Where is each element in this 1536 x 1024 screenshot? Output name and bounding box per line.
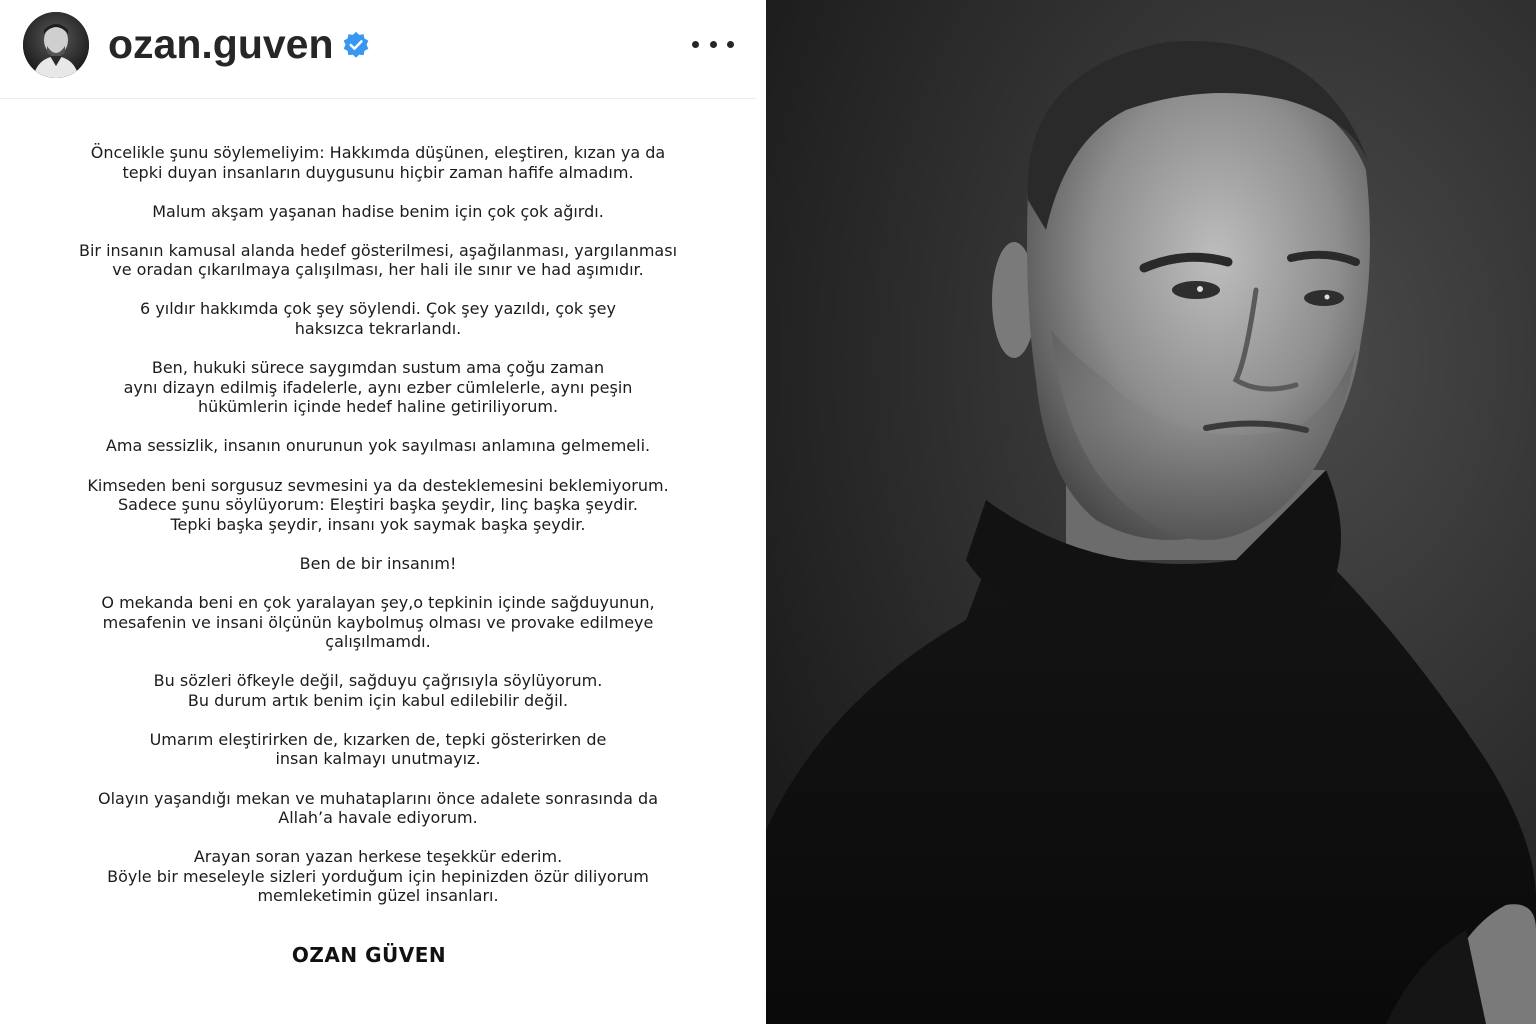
signature: OZAN GÜVEN <box>291 943 447 967</box>
statement-paragraph: Ben, hukuki sürece saygımdan sustum ama çoğu zaman aynı dizayn edilmiş ifadelerle, aynı ezber cümlelerle, aynı peşin hükümlerin içinde hedef haline getiriliyorum. <box>123 358 633 417</box>
statement-paragraph: O mekanda beni en çok yaralayan şey,o tepkinin içinde sağduyunun, mesafenin ve insani ölçünün kaybolmuş olması ve provake edilmeye çalışılmamdı. <box>101 592 655 652</box>
avatar-image <box>23 12 89 78</box>
post-header <box>0 0 756 99</box>
statement-paragraph: Öncelikle şunu söylemeliyim: Hakkımda düşünen, eleştiren, kızan ya da tepki duyan insanların duygusunu hiçbir zaman hafife almadım. <box>90 143 666 182</box>
verified-badge-icon <box>342 31 370 59</box>
portrait-photo <box>766 0 1536 1024</box>
statement-paragraph: 6 yıldır hakkımda çok şey söylendi. Çok şey yazıldı, çok şey haksızca tekrarlandı. <box>140 299 616 339</box>
statement-paragraph: Ama sessizlik, insanın onurunun yok sayılması anlamına gelmemeli. <box>105 436 651 456</box>
statement-paragraph: Bu sözleri öfkeyle değil, sağduyu çağrısıyla söylüyorum. Bu durum artık benim için kabul edilebilir değil. <box>153 671 603 710</box>
username[interactable]: ozan.guven <box>108 21 334 67</box>
more-dot-icon <box>727 41 734 48</box>
portrait-image <box>766 0 1536 1024</box>
statement-paragraph: Arayan soran yazan herkese teşekkür ederim. Böyle bir meseleyle sizleri yorduğum için hepinizden özür diliyorum memleketimin güzel insanları. <box>107 847 649 906</box>
more-dot-icon <box>710 41 717 48</box>
statement-paragraph: Ben de bir insanım! <box>299 553 457 573</box>
more-options-button[interactable] <box>692 30 734 58</box>
statement-paragraph: Umarım eleştirirken de, kızarken de, tepki gösterirken de insan kalmayı unutmayız. <box>149 729 607 769</box>
statement-paragraph: Malum akşam yaşanan hadise benim için çok çok ağırdı. <box>152 201 604 221</box>
post-panel <box>0 0 766 1024</box>
statement-text <box>70 143 686 926</box>
profile-avatar[interactable] <box>23 12 89 78</box>
statement-paragraph: Kimseden beni sorgusuz sevmesini ya da desteklemesini beklemiyorum. Sadece şunu söylüyorum: Eleştiri başka şeydir, linç başka şeydir. Tepki başka şeydir, insanı yok saymak başka şeydir. <box>87 475 669 534</box>
more-dot-icon <box>692 41 699 48</box>
statement-paragraph: Bir insanın kamusal alanda hedef gösterilmesi, aşağılanması, yargılanması ve oradan çıkarılmaya çalışılması, her hali ile sınır ve had aşımıdır. <box>78 240 678 280</box>
statement-paragraph: Olayın yaşandığı mekan ve muhataplarını önce adalete sonrasında da Allah’a havale ediyorum. <box>97 788 658 828</box>
